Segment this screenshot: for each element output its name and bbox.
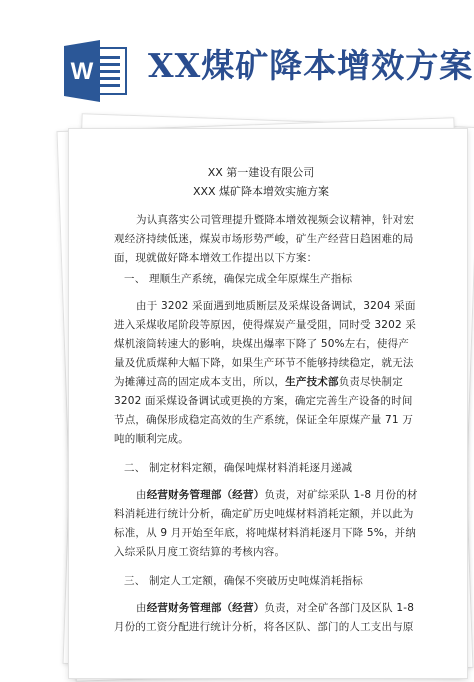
word-document-icon [62, 40, 128, 102]
paragraph-line: 料消耗进行统计分析，确定矿历史吨煤材料消耗定额，并以此为 [114, 508, 414, 520]
section-heading: 二、 制定材料定额，确保吨煤材料消耗逐月递减 [124, 462, 353, 474]
text-span: 负责尽快制定 [338, 376, 403, 388]
bold-department: 经营财务管理部（经营） [146, 489, 265, 501]
banner-title: XX煤矿降本增效方案 [148, 46, 474, 85]
paragraph-line: 标准，从 9 月开始至年底，将吨煤材料消耗逐月下降 5%，并纳 [114, 527, 417, 539]
section-heading: 三、 制定人工定额，确保不突破历史吨煤消耗指标 [124, 575, 363, 587]
paragraph-line: 吨的顺利完成。 [114, 433, 189, 445]
paragraph-line: 由于 3202 采面遇到地质断层及采煤设备调试，3204 采面 [136, 300, 416, 312]
text-span: 由 [136, 489, 147, 501]
paragraph-line [114, 486, 418, 505]
paragraph-line: 面，现就做好降本增效工作提出以下方案： [114, 252, 318, 264]
text-span: 由 [136, 602, 147, 614]
bold-department: 生产技术部 [285, 376, 339, 388]
company-name: XX 第一建设有限公司 [207, 166, 315, 179]
paragraph-line: 观经济持续低迷，煤炭市场形势严峻，矿生产经营日趋困难的局 [114, 233, 414, 245]
document-title: XXX 煤矿降本增效实施方案 [192, 185, 330, 198]
paragraph-line [114, 599, 415, 618]
document-body [114, 163, 418, 637]
banner [0, 0, 474, 110]
text-span: 负责，对矿综采队 1-8 月份的材 [264, 489, 418, 501]
text-span: 为摊薄过高的固定成本支出，所以， [114, 376, 286, 388]
paragraph-line: 为认真落实公司管理提升暨降本增效视频会议精神，针对宏 [136, 214, 415, 226]
section-heading: 一、 理顺生产系统，确保完成全年原煤生产指标 [124, 273, 353, 285]
paragraph-line: 煤机滚筒转速大的影响，块煤出爆率下降了 50%左右，使得产 [114, 338, 409, 350]
paragraph-line: 3202 面采煤设备调试或更换的方案，确定完善生产设备的时间 [114, 395, 413, 407]
paragraph-line: 月份的工资分配进行统计分析，将各区队、部门的人工支出与原 [114, 621, 414, 633]
paragraph-line: 进入采煤收尾阶段等原因，使得煤炭产量受阻，同时受 3202 采 [114, 319, 417, 331]
paragraph-line [114, 373, 408, 392]
text-span: 负责，对全矿各部门及区队 1-8 [264, 602, 415, 614]
paragraph-line: 入综采队月度工资结算的考核内容。 [114, 546, 286, 558]
word-logo-letter: W [70, 58, 94, 85]
bold-department: 经营财务管理部（经营） [146, 602, 265, 614]
paragraph-line: 节点，确保形成稳定高效的生产系统，保证全年原煤产量 71 万 [114, 414, 414, 426]
paragraph-line: 量及优质煤种大幅下降，如果生产环节不能够持续稳定，就无法 [114, 357, 414, 369]
